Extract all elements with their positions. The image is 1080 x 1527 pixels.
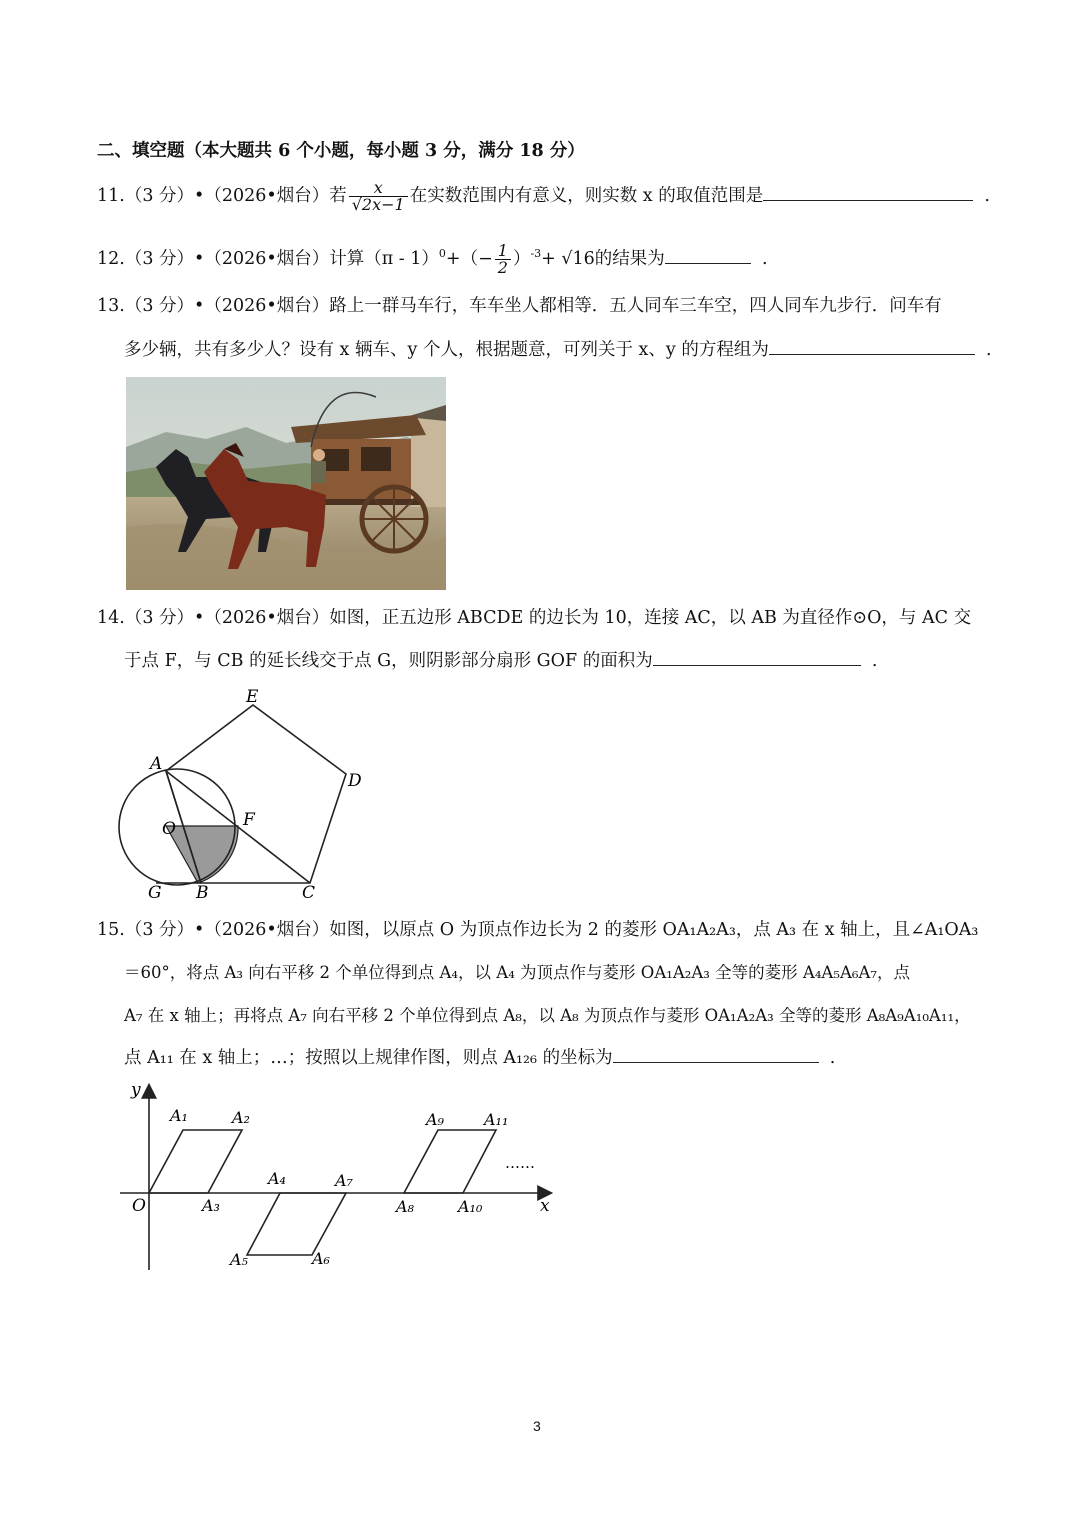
question-15-line1 [97, 922, 978, 940]
label-f: F [243, 810, 255, 830]
question-14-line2 [124, 653, 877, 671]
q13-text-line1: 路上一群马车行，车车坐人都相等．五人同车三车空，四人同车九步行．问车有 [329, 296, 942, 316]
q15-number: 15. [97, 920, 125, 940]
question-11 [97, 180, 990, 213]
q11-fraction [349, 180, 408, 213]
q13-end: . [985, 340, 992, 360]
q12-exp0: 0 [438, 247, 446, 261]
label-a7: A₇ [335, 1171, 353, 1190]
q11-frac-num: x [373, 178, 383, 197]
question-14-line1 [97, 610, 971, 628]
q12-plus1: +（− [445, 249, 493, 269]
q15-text-line1: 如图，以原点 O 为顶点作边长为 2 的菱形 OA₁A₂A₃，点 A₃ 在 x 轴上，且∠A₁OA₃ [329, 920, 979, 940]
q11-suffix: 在实数范围内有意义，则实数 x 的取值范围是 [409, 186, 764, 206]
q14-source: •（2026•烟台） [194, 608, 330, 628]
q15-text-line4: 点 A₁₁ 在 x 轴上；…；按照以上规律作图，则点 A₁₂₆ 的坐标为 [124, 1048, 613, 1068]
question-15-line3 [124, 1008, 971, 1025]
q12-end: . [761, 249, 768, 269]
label-g: G [148, 883, 162, 903]
q12-source: •（2026•烟台） [194, 249, 330, 269]
pentagon-circle-figure [110, 688, 390, 906]
rhombus-a4a5a6a7 [247, 1193, 346, 1255]
q14-answer-blank [653, 664, 861, 666]
q14-text-line2: 于点 F，与 CB 的延长线交于点 G，则阴影部分扇形 GOF 的面积为 [124, 651, 653, 671]
q15-text-line3: A₇ 在 x 轴上；再将点 A₇ 向右平移 2 个单位得到点 A₈，以 A₈ 为顶点作与菱形 OA₁A₂A₃ 全等的菱形 A₈A₉A₁₀A₁₁， [124, 1006, 971, 1025]
q13-number: 13. [97, 296, 125, 316]
label-c: C [302, 883, 316, 903]
question-13-line2 [124, 342, 992, 360]
q11-prefix: 若 [329, 186, 347, 206]
q12-close: ） [512, 249, 531, 269]
section-title: 二、填空题（本大题共 6 个小题，每小题 3 分，满分 18 分） [97, 141, 585, 161]
label-continuation-dots: …… [505, 1154, 535, 1172]
q11-source: •（2026•烟台） [194, 186, 330, 206]
q15-answer-blank [613, 1061, 819, 1063]
label-x: x [540, 1196, 550, 1216]
label-a1: A₁ [170, 1106, 188, 1125]
label-a10: A₁₀ [458, 1197, 483, 1216]
question-13-line1 [97, 298, 942, 316]
q14-end: . [871, 651, 878, 671]
label-a9: A₉ [426, 1110, 444, 1129]
q15-score: （3 分） [124, 920, 195, 940]
label-o: O [132, 1196, 146, 1216]
label-o: O [162, 819, 176, 839]
label-e: E [246, 688, 259, 707]
label-a2: A₂ [232, 1108, 250, 1127]
q13-score: （3 分） [124, 296, 195, 316]
label-b: B [196, 883, 209, 903]
label-a8: A₈ [396, 1197, 414, 1216]
q12-frac-num: 1 [497, 241, 508, 260]
q12-fraction [495, 243, 511, 276]
label-a6: A₆ [312, 1249, 330, 1268]
q12-score: （3 分） [124, 249, 195, 269]
label-y: y [131, 1080, 141, 1100]
q12-frac-den: 2 [495, 259, 511, 276]
rhombus-axes-figure [120, 1078, 560, 1278]
rhombus-a8a9a10a11 [404, 1130, 496, 1193]
horse-carriage-image [126, 377, 446, 590]
q12-prefix: 计算（π - 1） [329, 249, 439, 269]
q12-number: 12. [97, 249, 125, 269]
label-a5: A₅ [230, 1250, 248, 1269]
q15-source: •（2026•烟台） [194, 920, 330, 940]
q13-text-line2: 多少辆，共有多少人？设有 x 辆车、y 个人，根据题意，可列关于 x、y 的方程组为 [124, 340, 769, 360]
question-15-line2 [124, 965, 910, 982]
q14-number: 14. [97, 608, 125, 628]
q12-exp3: -3 [530, 247, 542, 261]
q15-end: . [829, 1048, 836, 1068]
q15-text-line2: ＝60°，将点 A₃ 向右平移 2 个单位得到点 A₄，以 A₄ 为顶点作与菱形 OA₁A₂A₃ 全等的菱形 A₄A₅A₆A₇，点 [124, 963, 911, 982]
question-15-line4 [124, 1050, 835, 1068]
q13-source: •（2026•烟台） [194, 296, 330, 316]
rhombus-oa1a2a3 [149, 1130, 242, 1193]
label-a3: A₃ [202, 1196, 220, 1215]
q11-score: （3 分） [124, 186, 195, 206]
q12-plus2: + √16的结果为 [541, 249, 665, 269]
q11-end: . [984, 186, 990, 206]
q14-score: （3 分） [124, 608, 195, 628]
page-number: 3 [533, 1418, 541, 1434]
label-a11: A₁₁ [484, 1110, 509, 1129]
label-a4: A₄ [268, 1169, 286, 1188]
q14-text-line1: 如图，正五边形 ABCDE 的边长为 10，连接 AC，以 AB 为直径作⊙O，与 AC 交 [329, 608, 972, 628]
q11-frac-den: √2x−1 [349, 196, 408, 213]
label-a: A [150, 754, 163, 774]
q11-answer-blank [763, 199, 973, 201]
q13-answer-blank [769, 353, 975, 355]
question-12 [97, 243, 768, 276]
label-d: D [348, 771, 362, 791]
q11-number: 11. [97, 186, 125, 206]
q12-answer-blank [665, 262, 751, 264]
